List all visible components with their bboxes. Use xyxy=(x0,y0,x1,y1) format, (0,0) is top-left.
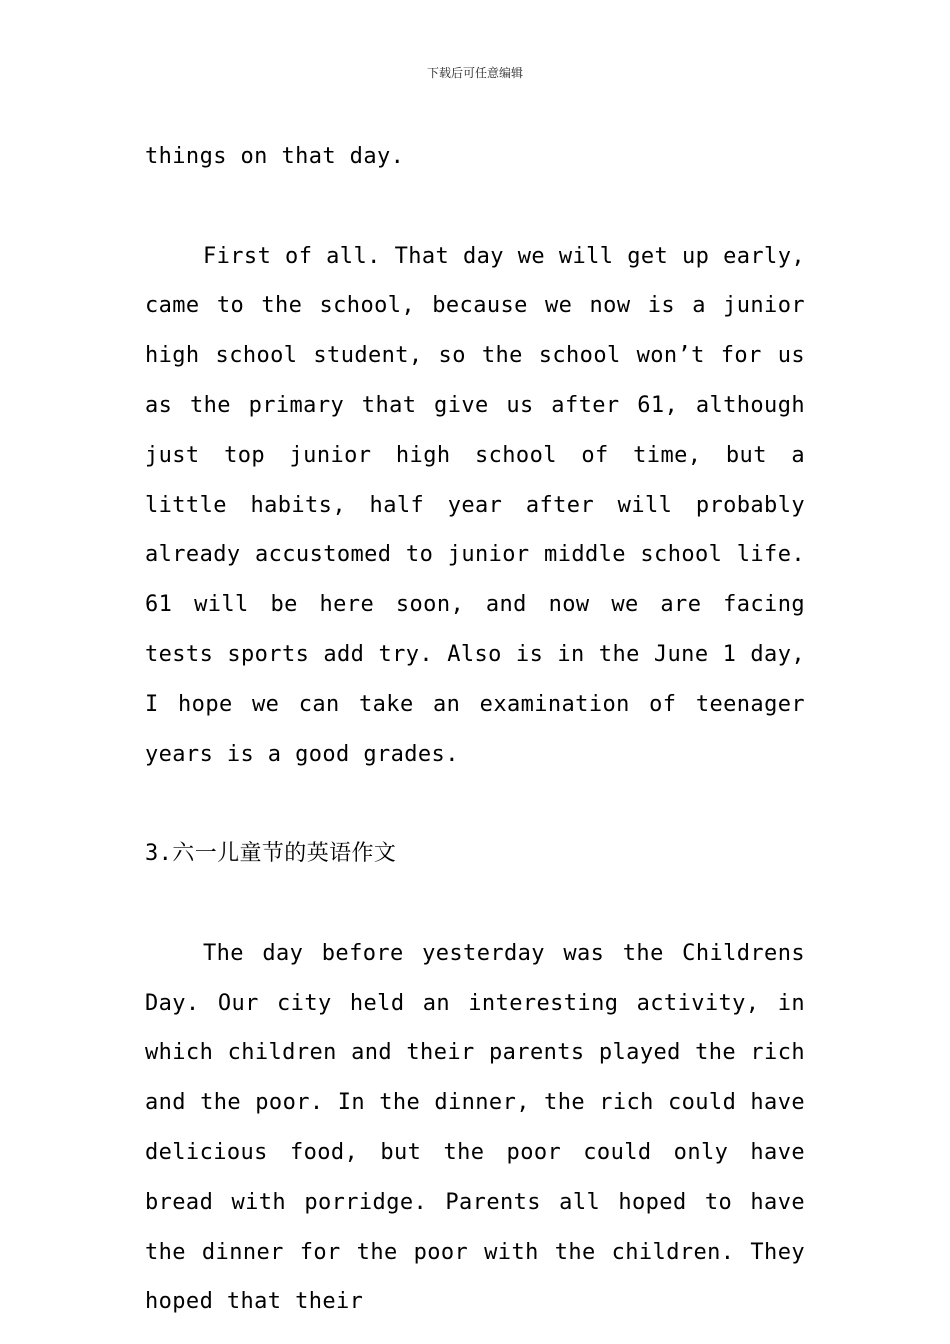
paragraph-gap xyxy=(145,779,805,829)
page-header-note: 下载后可任意编辑 xyxy=(426,66,523,80)
document-body xyxy=(145,132,805,1327)
paragraph-gap xyxy=(145,879,805,929)
section-heading: 3.六一儿童节的英语作文 xyxy=(145,841,397,867)
paragraph-first-of-all: First of all. That day we will get up early, came to the school, because we now is a junior high school student, so the school won’t for us as the primary that give us after 61, although just top junior high school of time, but a little habits, half year after will probably already accustomed to junior middle school life. 61 will be here soon, and now we are facing tests sports add try. Also is in the June 1 day, I hope we can take an examination of teenager years is a good grades. xyxy=(145,243,805,767)
paragraph-childrens-day: The day before yesterday was the Childrens Day. Our city held an interesting activity, in which children and their parents played the rich and the poor. In the dinner, the rich could have delicious food, but the poor could only have bread with porridge. Parents all hoped to have the dinner for the poor with the children. They hoped that their xyxy=(145,940,805,1315)
paragraph-gap xyxy=(145,182,805,232)
paragraph-continuation: things on that day. xyxy=(145,144,405,169)
